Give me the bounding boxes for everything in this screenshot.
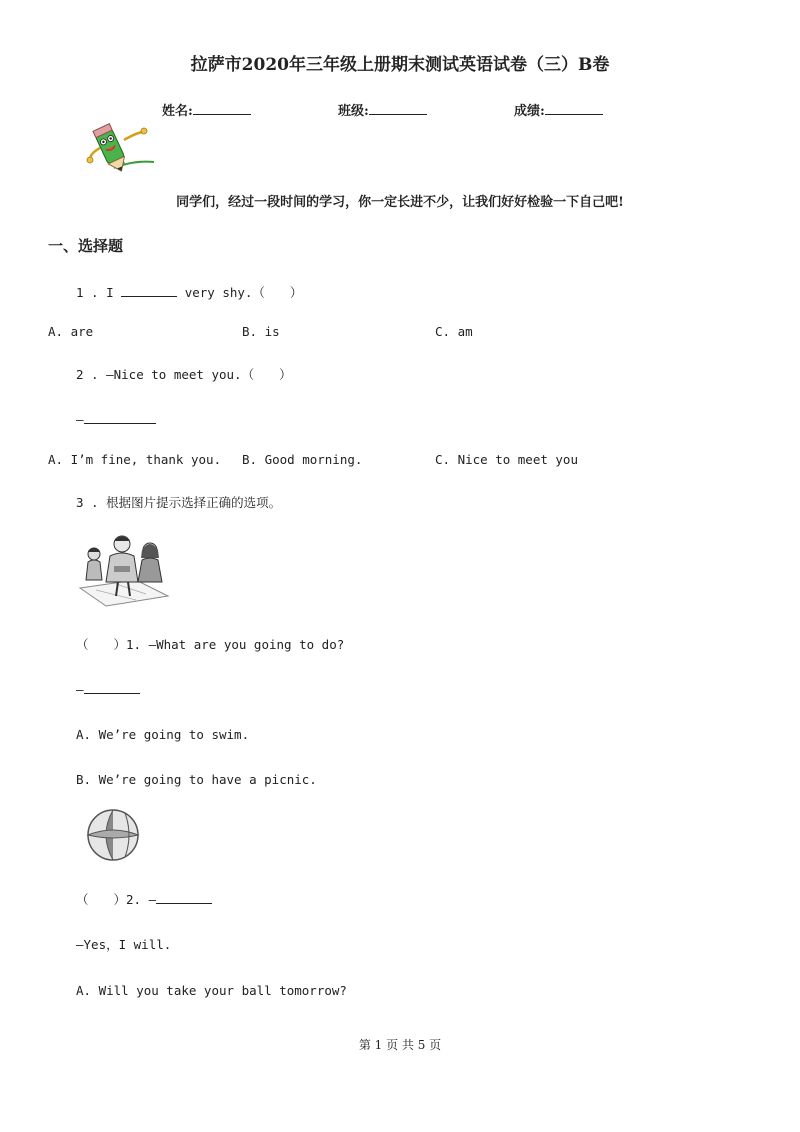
q2-option-a[interactable]: A. I’m fine, thank you. [48,452,222,467]
question-3: 3 . 根据图片提示选择正确的选项。 [76,495,282,510]
q3-sub1-reply [76,682,140,697]
q1-option-a[interactable]: A. are [48,324,94,339]
q1-blank[interactable] [121,285,177,297]
q2-reply [76,412,156,427]
q3-sub2-blank[interactable] [156,892,212,904]
q2-dash: — [76,412,84,427]
q3-sub1-dash: — [76,682,84,697]
score-blank[interactable] [545,102,603,115]
q3-sub1-option-a[interactable]: A. We’re going to swim. [76,727,250,742]
q3-sub1-blank[interactable] [84,682,140,694]
q1-option-b[interactable]: B. is [242,324,280,339]
score-label: 成绩: [514,104,545,119]
page-footer: 第 1 页 共 5 页 [358,1038,442,1052]
q3-sub1-option-b[interactable]: B. We’re going to have a picnic. [76,772,317,787]
q3-sub2-reply: —Yes，I will. [76,937,172,952]
class-label: 班级: [338,104,369,119]
pencil-mascot-icon [84,120,158,176]
ball-image [85,807,141,863]
score-field [514,100,603,119]
q3-sub2-option-a[interactable]: A. Will you take your ball tomorrow? [76,983,347,998]
q3-sub2-stem [76,890,212,908]
question-2: 2 . —Nice to meet you.（ ） [76,367,292,382]
picnic-family-image [76,530,172,608]
class-blank[interactable] [369,102,427,115]
q3-sub2-label: （ ）2. — [76,892,157,907]
q2-option-b[interactable]: B. Good morning. [242,452,363,467]
q2-option-c[interactable]: C. Nice to meet you [435,452,578,467]
name-blank[interactable] [193,102,251,115]
name-field [162,100,251,119]
q1-option-c[interactable]: C. am [435,324,473,339]
greeting-text: 同学们，经过一段时间的学习，你一定长进不少，让我们好好检验一下自己吧! [176,195,624,210]
q1-suffix: very shy.（ ） [184,285,303,300]
class-field [338,100,427,119]
name-label: 姓名: [162,104,193,119]
question-1 [76,283,302,301]
q1-prefix: 1 . I [76,285,114,300]
section-heading: 一、选择题 [48,237,124,255]
page-title: 拉萨市2020年三年级上册期末测试英语试卷（三）B卷 [190,55,610,75]
q3-sub1-stem: （ ）1. —What are you going to do? [76,637,345,652]
q2-blank[interactable] [84,412,156,424]
